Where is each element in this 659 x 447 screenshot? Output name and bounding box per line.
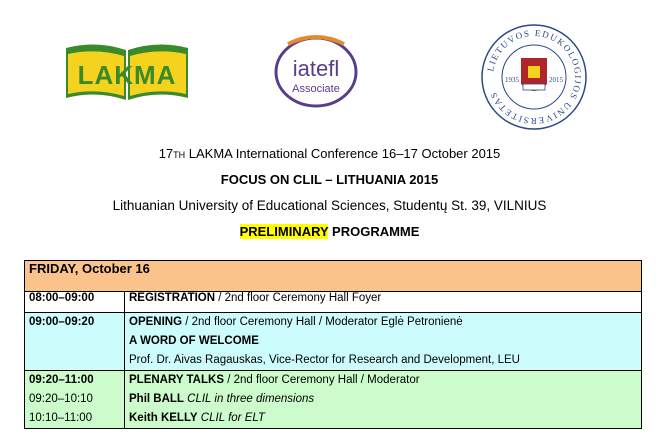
conference-ordinal-suffix: TH	[173, 150, 186, 160]
conference-number: 17	[158, 146, 174, 161]
opening-row	[25, 313, 642, 371]
talk-speaker: Keith KELLY	[129, 412, 198, 424]
talk-item	[129, 390, 637, 409]
iatefl-logo-subtext: Associate	[292, 83, 340, 95]
registration-detail: / 2nd floor Ceremony Hall Foyer	[215, 292, 382, 304]
opening-info	[125, 313, 642, 371]
registration-info	[125, 292, 642, 313]
schedule-table	[24, 260, 642, 429]
plenary-title: PLENARY TALKS	[129, 374, 224, 386]
seal-year-left: 1935	[505, 76, 519, 84]
registration-time: 08:00–09:00	[25, 292, 125, 313]
day-header: FRIDAY, October 16	[25, 261, 642, 292]
opening-detail: / 2nd floor Ceremony Hall / Moderator Eglė Petronienė	[182, 316, 463, 328]
welcome-title: A WORD OF WELCOME	[129, 335, 259, 347]
talk-time: 10:10–11:00	[29, 412, 93, 424]
registration-title: REGISTRATION	[129, 292, 216, 304]
seal-ring-text: LIETUVOS EDUKOLOGIJOS UNIVERSITETAS	[485, 27, 584, 127]
iatefl-logo	[268, 34, 364, 110]
talk-topic: CLIL for ELT	[200, 412, 265, 424]
conference-name: LAKMA International Conference 16–17 October 2015	[185, 146, 501, 161]
day-header-row	[25, 261, 642, 292]
talk-speaker: Phil BALL	[129, 393, 184, 405]
iatefl-logo-text: iatefl	[292, 56, 340, 81]
programme-title	[0, 224, 659, 239]
registration-row	[25, 292, 642, 313]
lakma-logo	[62, 40, 192, 104]
conference-title	[0, 146, 659, 161]
venue-line: Lithuanian University of Educational Sciences, Studentų St. 39, VILNIUS	[112, 198, 547, 213]
talk-time: 09:20–10:10	[29, 393, 93, 405]
welcome-speaker: Prof. Dr. Aivas Ragauskas, Vice-Rector for Research and Development, LEU	[129, 354, 520, 366]
preliminary-highlight: PRELIMINARY	[239, 224, 329, 239]
programme-label: PROGRAMME	[328, 224, 420, 239]
plenary-time: 09:20–11:00	[29, 374, 94, 386]
talk-item	[129, 409, 637, 428]
plenary-detail: / 2nd floor Ceremony Hall / Moderator	[224, 374, 420, 386]
talk-topic: CLIL in three dimensions	[187, 393, 315, 405]
university-seal-logo	[479, 22, 589, 132]
focus-title: FOCUS ON CLIL – LITHUANIA 2015	[220, 172, 439, 187]
lakma-logo-text: LAKMA	[77, 60, 177, 90]
opening-title: OPENING	[129, 316, 183, 328]
seal-year-right: 2015	[549, 76, 563, 84]
plenary-times	[25, 371, 125, 429]
opening-time: 09:00–09:20	[25, 313, 125, 371]
plenary-info	[125, 371, 642, 429]
plenary-row	[25, 371, 642, 429]
